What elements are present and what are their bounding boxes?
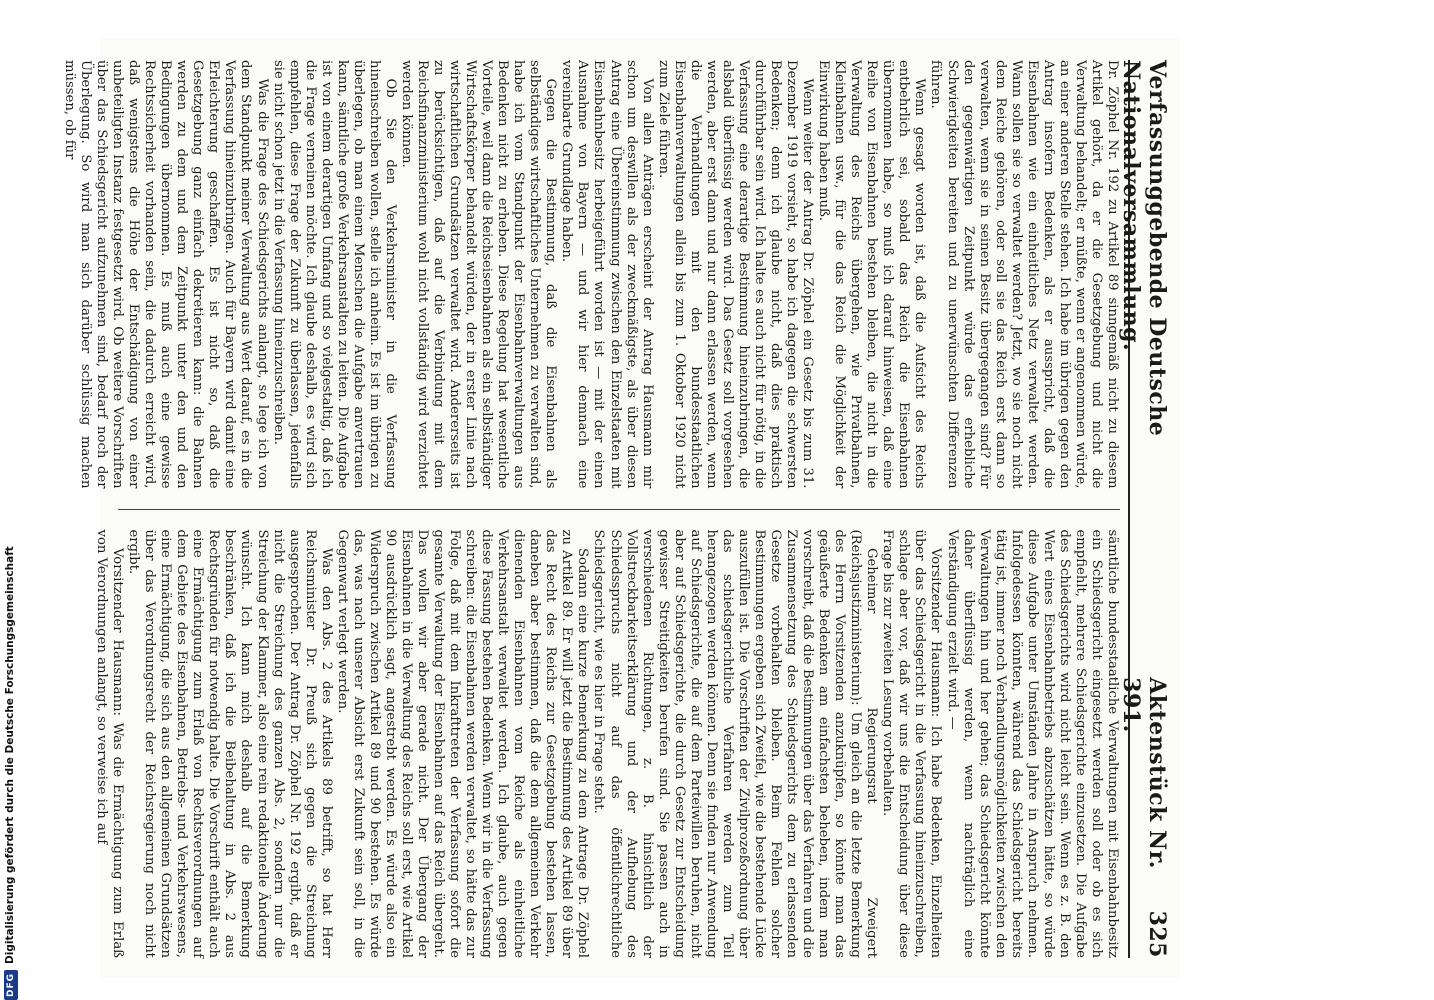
text-columns — [61, 60, 1120, 958]
page-number: 325 — [1144, 910, 1170, 958]
page-header — [1118, 60, 1170, 958]
paragraph: Wenn gesagt worden ist, daß die Aufsicht des Reichs entbehrlich sei, sobald das Reich die Eisenbahnen übernommen habe, so muß ich darauf hinweisen, daß eine Reihe von Eisenbahnen bestehen bleiben, die nicht in die Verwaltung des Reichs übergehen, wie Privatbahnen, Kleinbahnen usw., für die das Reich die Möglichkeit der Einwirkung haben muß. — [816, 60, 928, 489]
paragraph: Wenn weiter der Antrag Dr. Zöphel ein Gesetz bis zum 31. Dezember 1919 vorsieht, so habe ich dagegen die schwersten Bedenken; denn ich glaube nicht, daß dies praktisch durchführbar sein wird. Ich halte es auch nicht für nötig, in die Verfassung eine derartige Bestimmung hineinzubringen, die alsbald überflüssig werden wird. Das Gesetz soll vorgesehen werden, aber erst dann und nur dann erlassen werden, wenn die Verhandlungen mit den bundesstaatlichen Eisenbahnverwaltungen allein bis zum 1. Oktober 1920 nicht zum Ziele führen. — [655, 60, 816, 489]
rotated-page — [61, 38, 1180, 978]
running-title: Verfassunggebende Deutsche Nationalversammlung. — [1118, 60, 1170, 437]
dfg-logo: DFG — [4, 970, 18, 1000]
paragraph: Von allen Anträgen erscheint der Antrag Hausmann mir schon um deswillen als der zweckmäßigste, als über diesen Antrag eine Übereinstimmung zwischen den Einzelstaaten mit Eisenbahnbesitz herbeigeführt worden ist — mit der einen Ausnahme von Bayern — und wir hier demnach eine vereinbarte Grundlage haben. — [559, 60, 655, 489]
paragraph: Dr. Zöphel Nr. 192 zu Artikel 89 sinngemäß nicht zu diesem Artikel gehört, da er die Gesetzgebung und nicht die Verwaltung behandelt; er müßte, wenn er angenommen würde, an einer anderen Stelle stehen. Ich habe im übrigen gegen den Antrag insofern Bedenken, als er ausspricht, daß die Eisenbahnen wie ein einheitliches Netz verwaltet werden. Wann sollen sie so verwaltet werden? Jetzt, wo sie noch nicht dem Reiche gehören, oder soll sie das Reich erst dann so verwalten, wenn sie in seinen Besitz übergegangen sind? Für den gegenwärtigen Zeitpunkt würde das erhebliche Schwierigkeiten bereiten und zu unerwünschten Differenzen führen. — [928, 60, 1120, 489]
paragraph: Sodann eine kurze Bemerkung zu dem Antrage Dr. Zöphel zu Artikel 89. Er will jetzt die Bestimmung des Artikel 89 über das Recht des Reichs zur Gesetzgebung bestehen lassen, daneben aber bestimmen, daß die dem allgemeinen Verkehr dienenden Eisenbahnen vom Reiche als einheitliche Verkehrsanstalt verwaltet werden. Ich glaube, auch gegen diese Fassung bestehen Bedenken. Wenn wir in die Verfassung schreiben: die Eisenbahnen werden verwaltet, so hätte das zur Folge, daß mit dem Inkrafttreten der Verfassung sofort die gesamte Verwaltung der Eisenbahnen auf das Reich übergeht. Das wollen wir aber gerade nicht. Der Übergang der Eisenbahnen in die Verwaltung des Reichs soll erst, wie Artikel 90 ausdrücklich sagt, angestrebt werden. Es würde also ein Widerspruch zwischen Artikel 89 und 90 bestehen. Es würde das, was nach unserer Absicht erst Zukunft sein soll, in die Gegenwart verlegt werden. — [334, 529, 591, 958]
paragraph: sämtliche bundesstaatliche Verwaltungen mit Eisenbahnbesitz ein Schiedsgericht eingesetzt werden soll oder ob es sich empfiehlt, mehrere Schiedsgerichte einzusetzen. Die Aufgabe des Schiedsgerichts wird nicht leicht sein. Wenn es z. B. den Wert eines Eisenbahnbetriebs abzuschätzen hätte, so würde diese Aufgabe unter Umständen Jahre in Anspruch nehmen. Infolgedessen könnten, während das Schiedsgericht bereits tätig ist, immer noch Verhandlungsmöglichkeiten zwischen den Verwaltungen hin und her gehen; das Schiedsgericht könnte daher überflüssig werden, wenn nachträglich eine Verständigung erzielt wird. — — [944, 529, 1120, 958]
right-column — [94, 529, 1120, 959]
paragraph: Vorsitzender Hausmann: Ich habe Bedenken, Einzelheiten über das Schiedsgericht in die Verfassung hineinzuschreiben, schlage aber vor, daß wir uns die Entscheidung über diese Frage bis zur zweiten Lesung vorbehalten. — [880, 529, 944, 958]
document-number: Aktenstück Nr. 391. — [1118, 677, 1170, 869]
paragraph: Gegen die Bestimmung, daß die Eisenbahnen als selbständiges wirtschaftliches Unternehmen zu verwalten sind, habe ich vom Standpunkt der Eisenbahnverwaltungen aus Bedenken nicht zu erheben. Diese Regelung hat wesentliche Vorteile, weil dann die Reichseisenbahnen als ein selbständiger Wirtschaftskörper behandelt würden, der in erster Linie nach wirtschaftlichen Grundsätzen verwaltet wird. Andererseits ist zu berücksichtigen, daß auf die Verbindung mit dem Reichsfinanzministerium wohl nicht vollständig wird verzichtet werden können. — [398, 60, 559, 489]
column-separator — [118, 509, 1120, 510]
paragraph: Was die Frage des Schiedsgerichts anlangt, so lege ich von dem Standpunkt meiner Verwaltung aus Wert darauf, es in die Verfassung hineinzubringen. Auch für Bayern wird damit eine Erleichterung geschaffen. Es ist nicht so, daß die Gesetzgebung ganz einfach dekretieren kann: die Bahnen werden zu dem und dem Zeitpunkt unter den und den Bedingungen übernommen. Es muß auch eine gewisse Rechtssicherheit vorhanden sein, die dadurch erreicht wird, daß wenigstens die Höhe der Entschädigung von einer unbeteiligten Instanz festgesetzt wird. Ob weitere Vorschriften über das Schiedsgericht aufzunehmen sind, bedarf noch der Überlegung. So wird man sich darüber schlüssig machen müssen, ob für — [61, 60, 270, 489]
paragraph: Vorsitzender Hausmann: Was die Ermächtigung zum Erlaß von Verordnungen anlangt, so verweise ich auf — [94, 529, 126, 958]
paragraph: Geheimer Regierungsrat Zweigert (Reichsjustizministerium): Um gleich an die letzte Bemerkung des Herrn Vorsitzenden anzuknüpfen, so könnte man das geäußerte Bedenken am einfachsten beheben, indem man vorschreibt, daß die Bestimmungen über das Verfahren und die Zusammensetzung des Schiedsgerichts dem zu erlassenden Gesetze vorbehalten bleiben. Beim Fehlen solcher Bestimmungen ergeben sich Zweifel, wie die bestehende Lücke auszufüllen ist. Die Vorschriften der Zivilprozeßordnung über das schiedsgerichtliche Verfahren werden zum Teil herangezogen werden können. Denn sie finden nur Anwendung auf Schiedsgerichte, die auf dem Parteiwillen beruhen, nicht aber auf Schiedsgerichte, die durch Gesetz zur Entscheidung gewisser Streitigkeiten berufen sind. Sie passen auch in verschiedenen Richtungen, z. B. hinsichtlich der Vollstreckbarkeitserklärung und der Aufhebung des Schiedsspruchs nicht auf das öffentlichrechtliche Schiedsgericht, wie es hier in Frage steht. — [591, 529, 880, 958]
left-column — [61, 60, 1120, 489]
credit-text: Digitalisierung gefördert durch die Deutsche Forschungsgemeinschaft — [4, 546, 16, 964]
paragraph: Ob Sie den Verkehrsminister in die Verfassung hineinschreiben wollen, stelle ich anheim. Es ist im übrigen zu überlegen, ob man einem Menschen die Aufgabe anvertrauen kann, sämtliche große Verkehrsanstalten zu leiten. Die Aufgabe ist von einem derartigen Umfang und so vielgestaltig, daß ich die Frage verneinen möchte. Ich glaube deshalb, es wird sich empfehlen, diese Frage der Zukunft zu überlassen, jedenfalls sie nicht schon jetzt in die Verfassung hineinzuschreiben. — [270, 60, 398, 489]
document-page — [61, 38, 1180, 978]
digitization-credit — [0, 0, 30, 1000]
paragraph: Was den Abs. 2 des Artikels 89 betrifft, so hat Herr Reichsminister Dr. Preuß sich gegen die Streichung ausgesprochen. Der Antrag Dr. Zöphel Nr. 192 ergibt, daß er nicht die Streichung des ganzen Abs. 2, sondern nur die Streichung der Klammer, also eine rein redaktionelle Änderung wünscht. Ich kann mich deshalb auf die Bemerkung beschränken, daß ich die Beibehaltung in Abs. 2 aus Rechtsgründen für notwendig halte. Die Vorschrift enthält auch eine Ermächtigung zum Erlaß von Rechtsverordnungen auf dem Gebiete des Eisenbahnen, Betriebs- und Verkehrswesens, eine Ermächtigung, die sich aus den allgemeinen Grundsätzen über das Verordnungsrecht der Reichsregierung noch nicht ergibt. — [126, 529, 334, 958]
